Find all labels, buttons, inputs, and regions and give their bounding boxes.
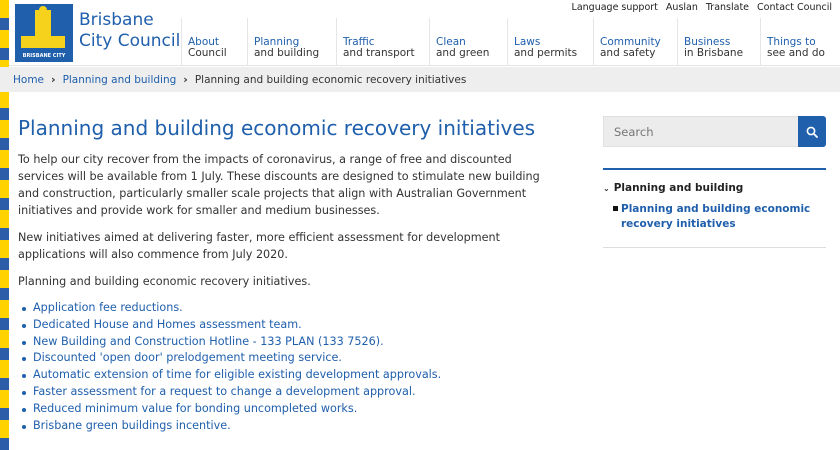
breadcrumb — [0, 67, 840, 92]
nav-label-1: Planning — [254, 36, 300, 48]
search-button[interactable] — [798, 116, 826, 147]
council-logo[interactable] — [15, 4, 180, 62]
main-content — [18, 115, 558, 434]
list-item — [18, 317, 558, 334]
page-title: Planning and building economic recovery initiatives — [18, 116, 536, 140]
nav-label-2: and safety — [600, 47, 656, 59]
nav-label-1: Things to — [767, 36, 816, 48]
nav-planning-building[interactable] — [247, 18, 336, 66]
nav-community-safety[interactable] — [593, 18, 677, 66]
site-header — [9, 0, 840, 66]
initiative-link[interactable]: Discounted 'open door' prelodgement meeting service. — [33, 351, 342, 365]
nav-label-2: see and do — [767, 47, 825, 59]
nav-label-1: Clean — [436, 36, 466, 48]
nav-about-council[interactable] — [181, 18, 247, 66]
nav-clean-green[interactable] — [429, 18, 507, 66]
chevron-right-icon: › — [51, 73, 56, 86]
nav-label-2: and permits — [514, 47, 578, 59]
nav-label-1: About — [188, 36, 220, 48]
nav-traffic-transport[interactable] — [336, 18, 429, 66]
nav-label-2: Council — [188, 47, 227, 59]
search-input[interactable] — [603, 116, 798, 147]
language-support-link[interactable]: Language support — [571, 2, 658, 13]
initiative-link[interactable]: Brisbane green buildings incentive. — [33, 418, 231, 432]
section-nav — [603, 170, 826, 248]
nav-label-1: Traffic — [343, 36, 375, 48]
nav-laws-permits[interactable] — [507, 18, 593, 66]
initiative-link[interactable]: Faster assessment for a request to change a development approval. — [33, 384, 416, 398]
initiatives-intro: Planning and building economic recovery initiatives. — [18, 275, 311, 288]
breadcrumb-current: Planning and building economic recovery initiatives — [194, 73, 467, 86]
nav-label-2: and building — [254, 47, 320, 59]
list-item — [18, 300, 558, 317]
chevron-right-icon: › — [183, 73, 188, 86]
nav-business-brisbane[interactable] — [677, 18, 760, 66]
main-nav — [181, 18, 836, 66]
initiative-link[interactable]: Automatic extension of time for eligible existing development approvals. — [33, 368, 442, 382]
initiative-link[interactable]: Dedicated House and Homes assessment team. — [33, 317, 302, 331]
auslan-link[interactable]: Auslan — [665, 2, 698, 13]
city-hall-emblem-icon — [15, 4, 73, 62]
breadcrumb-home[interactable]: Home — [13, 73, 45, 86]
initiative-link[interactable]: New Building and Construction Hotline - 133 PLAN (133 7526). — [33, 334, 384, 348]
list-item — [18, 418, 558, 435]
nav-label-2: in Brisbane — [684, 47, 744, 59]
search-form — [603, 116, 826, 147]
initiative-link[interactable]: Reduced minimum value for bonding uncompleted works. — [33, 401, 358, 415]
section-nav-item — [603, 202, 826, 232]
chevron-down-icon: ⌄ — [603, 183, 610, 193]
nav-label-1: Business — [684, 36, 731, 48]
translate-link[interactable]: Translate — [705, 2, 750, 13]
logo-line-2: City Council — [79, 31, 181, 51]
nav-label-2: and transport — [343, 47, 415, 59]
search-icon — [806, 126, 818, 138]
list-item — [18, 384, 558, 401]
sidebar — [603, 116, 826, 248]
assessment-paragraph: New initiatives aimed at delivering faster, more efficient assessment for development applications will also commence from July 2020. — [18, 231, 500, 261]
initiative-link[interactable]: Application fee reductions. — [33, 301, 183, 314]
utility-links — [572, 2, 832, 13]
initiatives-list — [18, 300, 558, 434]
contact-council-link[interactable]: Contact Council — [757, 2, 832, 13]
logo-badge-text: BRISBANE CITY — [22, 53, 66, 59]
logo-wordmark — [79, 10, 180, 52]
list-item — [18, 350, 558, 367]
list-item — [18, 334, 558, 351]
intro-paragraph: To help our city recover from the impacts of coronavirus, a range of free and discounted services will be available from 1 July. These discounts are designed to stimulate new building and construction, particularly smaller scale projects that align with Australian Government initiatives and provide work for smaller and medium businesses. — [18, 153, 540, 217]
list-item — [18, 401, 558, 418]
section-nav-current-link[interactable]: Planning and building economic recovery initiatives — [621, 203, 811, 230]
section-nav-toggle[interactable] — [603, 182, 826, 194]
nav-things-to-do[interactable] — [760, 18, 836, 66]
section-nav-heading: Planning and building — [613, 182, 744, 194]
square-bullet-icon — [613, 206, 618, 211]
list-item — [18, 367, 558, 384]
breadcrumb-planning[interactable]: Planning and building — [62, 73, 177, 86]
nav-label-1: Community — [600, 36, 661, 48]
nav-label-1: Laws — [514, 36, 541, 48]
nav-label-2: and green — [436, 47, 490, 59]
logo-line-1: Brisbane — [79, 10, 154, 30]
